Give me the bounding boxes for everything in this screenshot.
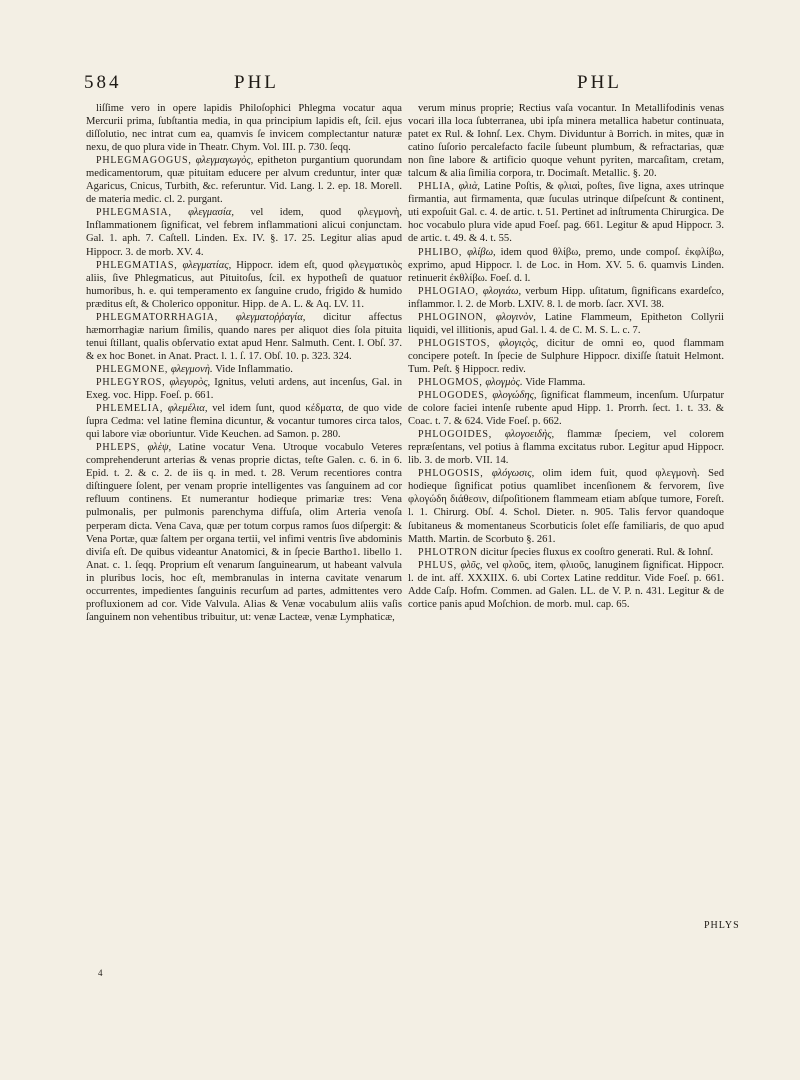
dictionary-entry xyxy=(408,559,724,611)
entry-headword: PHLOGIAO, xyxy=(418,285,479,297)
entry-greek: φλογώδης, xyxy=(492,390,537,402)
right-column xyxy=(408,102,724,611)
entry-text: Vide Inflammatio. xyxy=(215,363,293,375)
entry-headword: PHLEGMAGOGUS, xyxy=(96,155,192,167)
entry-text: olim idem fuit, quod φλεγμονὴ. Sed hodieque ſignificat potius quamlibet incenſionem & fervorem, ſive φλογώδη διάθεσιν, diſpoſitionem flammeam etiam abſque tumore, Foreſt. l. 1. Chirurg. Obſ. 4. Schol. Dieter. n. 905. Talis fervor quandoque ſubitaneus & momentaneus Scorbuticis ſolet eſſe familiaris, de quo apud Matth. Martin. de Scorbuto §. 261. xyxy=(408,468,724,545)
entry-headword: PHLOGOSIS, xyxy=(418,468,484,480)
entry-greek: φλεγματοῤῥαγία, xyxy=(235,311,306,323)
dictionary-entry xyxy=(408,180,724,245)
entry-headword: PHLOTRON xyxy=(418,546,478,558)
dictionary-entry xyxy=(86,363,402,376)
entry-text: verum minus proprie; Rectius vaſa vocantur. In Metallifodinis venas vocari illa loca ſubterranea, ubi ipſa minera metallica habetur continuata, patet ex Rul. & Iohnſ. Lex. Chym. Dividuntur à Borrich. in mites, quæ in catino ſuſorio percalefacto facile ſubeunt plumbum, & refractarias, quæ non ſine labore & artificio quoque vehunt pyriten, marcaſitam, cretam, talcum & alia ſimilia corpora, tr. Docimaſt. Metallic. §. 20. xyxy=(408,103,724,180)
running-head-right: PHL xyxy=(577,72,622,93)
dictionary-entry xyxy=(86,259,402,311)
dictionary-entry xyxy=(408,428,724,467)
dictionary-entry xyxy=(408,311,724,337)
entry-headword: PHLOGOIDES, xyxy=(418,429,493,441)
entry-greek: φλίβω, xyxy=(467,246,496,258)
dictionary-entry xyxy=(408,102,724,180)
entry-text: dicitur ſpecies fluxus ex cooſtro generati. Rul. & Iohnſ. xyxy=(480,546,714,558)
dictionary-entry xyxy=(86,311,402,363)
entry-text: dicitur affectus hæmorrhagiæ narium ſimilis, quando nares per aliquot dies ſola pituita tenui ſtillant, qualis obſervatio extat apud Henr. Salmuth. Cent. I. Obſ. 37. & ex hoc Bonet. in Anat. Pract. l. 1. ſ. 17. Obſ. 10. p. 323. 324. xyxy=(86,311,402,362)
entry-greek: φλεγυρὸς, xyxy=(169,376,211,388)
dictionary-entry xyxy=(408,376,724,389)
entry-headword: PHLEGMATIAS, xyxy=(96,259,178,271)
entry-greek: φλογινὸν, xyxy=(495,311,536,323)
entry-text: epitheton purgantium quorundam medicamentorum, quæ pituitam educere per alvum creduntur, inter quæ Agaricus, Cnicus, Turbith, &c. referuntur. Vid. Lang. l. 2. ep. 18. Morell. de materia medic. cl. 2. purgant. xyxy=(86,155,402,206)
entry-headword: PHLOGODES, xyxy=(418,390,488,402)
entry-greek: φλογμὸς. xyxy=(485,376,523,388)
entry-headword: PHLUS, xyxy=(418,559,457,571)
entry-text: dicitur de omni eo, quod flammam concipere poteſt. In ſpecie de Sulphure Hippocr. dixiſſe ſtatuit Helmont. Tum. Peſt. § Hippocr. rediv. xyxy=(408,337,724,375)
entry-text: Latine vocatur Vena. Utroque vocabulo Veteres comprehenderunt arterias & venas proprie dictas, teſte Galen. c. 6. in 6. Epid. t. 2. & c. 2. de iis q. in med. t. 28. Verum recentiores contra diſtinguere ſolent, per venam proprie intelligentes vas ſanguinem ad cor refluum continens. Et numerantur hodieque primariæ tres: Vena pulmonalis, per pulmonis parenchyma diffuſa, olim Arteria venoſa perperam dicta. Vena Cava, quæ per totum corpus ramos ſuos diſpergit: & Vena Portæ, quæ ſaltem per organa tertii, vel infimi ventris ſive abdominis diviſa eſt. De quibus videantur Anatomici, & in ſpecie Bartho1. libello 1. Anat. c. 1. ſeqq. Proprium eſt venarum ſanguinearum, ut habeant valvula in pluribus locis, hoc eſt, membranulas in interna cavitate venarum occurrentes, impedientes ſanguinis recurſum ad partes, admittentes vero profluxionem ad cor. Vide Valvula. Alias & Venæ vocabulum aliis vaſis ſanguinem non vehentibus tribuitur, ut: venæ Lacteæ, venæ Lymphaticæ, xyxy=(86,442,402,623)
entry-text: Hippocr. idem eſt, quod φλεγματικὸς aliis, ſive Phlegmaticus, aut Pituitoſus, ſcil. ex hypotheſi de quatuor humoribus, h. e. qui temperamento ex ſanguine crudo, frigido & humido præditus eſt, & Cholerico opponitur. Hipp. de A. L. & Aq. LV. 11. xyxy=(86,259,402,310)
dictionary-entry xyxy=(408,246,724,285)
dictionary-entry xyxy=(86,102,402,154)
entry-headword: PHLEPS, xyxy=(96,442,141,454)
dictionary-entry xyxy=(86,402,402,441)
dictionary-entry xyxy=(86,154,402,206)
catchword: PHLYS xyxy=(704,920,740,931)
page-header xyxy=(84,72,728,102)
entry-text: idem quod θλίβω, premo, unde compoſ. ἐκφλίβω, exprimo, apud Hippocr. l. de Loc. in Hom. XV. 5. 6. quamvis Linden. retinuerit ἐκθλίβω. Foeſ. d. l. xyxy=(408,246,724,284)
left-column xyxy=(86,102,402,624)
entry-text: liſſime vero in opere lapidis Philoſophici Phlegma vocatur aqua Mercurii prima, ſubſtantia media, in qua principium lapidis eſt, ſcil. ejus diſſolutio, nec intrat cum ea, quamvis ſe invicem complectantur naturæ nexu, de quo plura vide in Theatr. Chym. Vol. III. p. 730. ſeqq. xyxy=(86,103,402,154)
dictionary-entry xyxy=(408,285,724,311)
dictionary-entry xyxy=(408,337,724,376)
entry-greek: φλόγωσις, xyxy=(491,468,535,480)
entry-headword: PHLOGISTOS, xyxy=(418,337,491,349)
dictionary-entry xyxy=(86,441,402,624)
entry-text: Latine Poſtis, & φλιαὶ, poſtes, ſive ligna, axes utrinque firmantia, aut firmamenta, quæ ſuculas utrinque diſpeſcunt & continent, uti expoſuit Gal. c. 4. de artic. t. 51. Pertinet ad inſtrumenta Chirurgica. De hoc vocabulo plura vide apud Foeſ. pag. 661. Legitur & apud Hippocr. 3. de artic. t. 49. & 4. t. 55. xyxy=(408,181,725,245)
entry-text: vel φλοῦς, item, φλιοῦς, lanuginem ſignificat. Hippocr. l. de int. aff. XXXIIX. 6. ubi Cortex Latine redditur. Vide Foeſ. p. 661. Adde Caſp. Hofm. Commen. ad Galen. LL. de V. P. n. 431. Legitur & de cortice panis apud Moſchion. de morb. mul. cap. 65. xyxy=(408,559,724,610)
entry-headword: PHLIA, xyxy=(418,181,455,193)
entry-greek: φλῦς, xyxy=(460,559,483,571)
entry-greek: φλεμέλια, xyxy=(167,403,208,415)
entry-greek: φλεγματίας, xyxy=(182,259,232,271)
entry-headword: PHLIBO, xyxy=(418,246,463,258)
entry-headword: PHLOGINON, xyxy=(418,311,487,323)
running-head-left: PHL xyxy=(234,72,279,93)
entry-text: vel idem ſunt, quod κέδματα, de quo vide ſupra Cedma: vel latine flemina dicuntur, & vocantur tumores circa talos, qui labore viæ oboriuntur. Vide Keuchen. ad Samon. p. 280. xyxy=(86,403,402,441)
entry-text: Vide Flamma. xyxy=(525,376,586,388)
entry-greek: φλογιάω, xyxy=(482,285,522,297)
entry-text: ſignificat flammeum, incenſum. Uſurpatur de colore faciei intenſe rubente apud Hipp. 1. Prorrh. ſect. 1. t. 33. & Coac. t. 7. & 624. Vide Foeſ. p. 662. xyxy=(408,390,724,428)
dictionary-entry xyxy=(86,206,402,258)
entry-headword: PHLEGMATORRHAGIA, xyxy=(96,311,219,323)
entry-headword: PHLEGMONE, xyxy=(96,363,169,375)
entry-greek: φλογιςὸς, xyxy=(498,337,539,349)
dictionary-entry xyxy=(408,389,724,428)
footer-mark: 4 xyxy=(98,968,103,978)
entry-greek: φλεγμαγωγὸς, xyxy=(195,155,254,167)
entry-greek: φλιὰ, xyxy=(458,181,481,193)
entry-greek: φλὲψ, xyxy=(147,442,172,454)
entry-headword: PHLOGMOS, xyxy=(418,376,483,388)
entry-greek: φλογοειδὴς, xyxy=(504,429,555,441)
entry-text: Ignitus, veluti ardens, aut incenſus, Gal. in Exeg. voc. Hipp. Foeſ. p. 661. xyxy=(86,376,402,402)
entry-text: vel idem, quod φλεγμονὴ, Inflammationem ſignificat, vel febrem inflammationi alicui conjunctam. Gal. 1. aph. 7. Caſtell. Linden. Ex. IV. §. 17. 25. Legitur alias apud Hippocr. 3. de morb. XV. 4. xyxy=(86,207,402,258)
entry-headword: PHLEGYROS, xyxy=(96,376,166,388)
entry-headword: PHLEMELIA, xyxy=(96,403,164,415)
dictionary-entry xyxy=(86,376,402,402)
entry-text: Latine Flammeum, Epitheton Collyrii liquidi, vel illitionis, apud Gal. l. 4. de C. M. S. L. c. 7. xyxy=(408,311,725,336)
entry-headword: PHLEGMASIA, xyxy=(96,207,172,219)
entry-greek: φλεγμασία, xyxy=(188,207,235,219)
entry-text: flammæ ſpeciem, vel colorem repræſentans, vel potius à flamma excitatus rubor. Legitur apud Hippocr. lib. 3. de morb. VII. 14. xyxy=(408,429,725,467)
entry-text: verbum Hipp. uſitatum, ſignificans exardeſco, inflammor. l. 2. de Morb. LXIV. 8. l. de morb. ſacr. XVI. 38. xyxy=(408,285,724,310)
dictionary-entry xyxy=(408,546,724,559)
page-number: 584 xyxy=(84,72,122,93)
dictionary-entry xyxy=(408,467,724,545)
entry-greek: φλεγμονὴ. xyxy=(170,363,213,375)
